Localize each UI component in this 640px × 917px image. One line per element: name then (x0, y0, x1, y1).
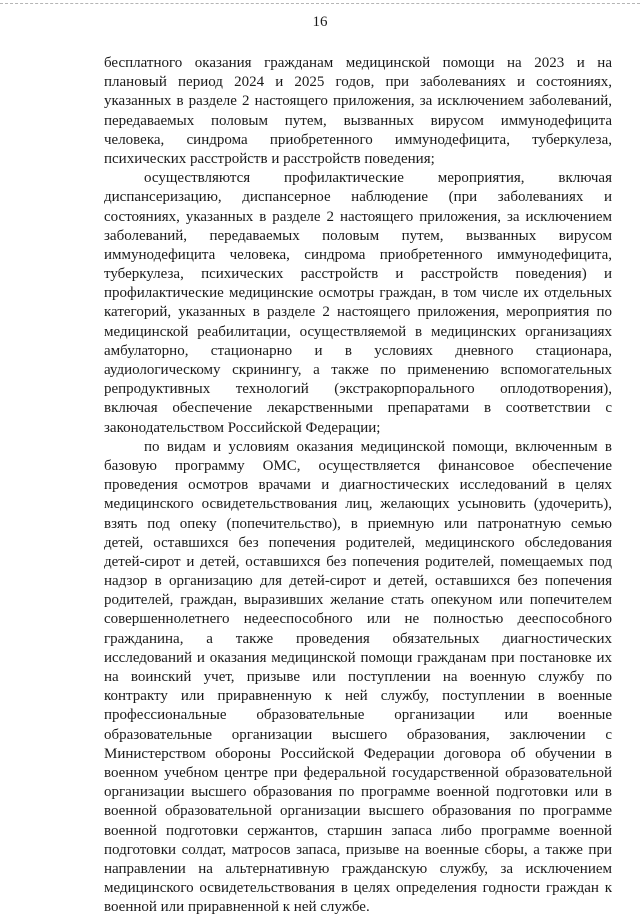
text-line: психических расстройств и расстройств поведения; (104, 150, 435, 167)
text-line: военной или приравненной к ней службе. (104, 899, 370, 916)
text-line: заболеваний, передаваемых половым путем, вызванных вирусом (104, 227, 612, 244)
text-line: туберкулеза, психических расстройств и расстройств поведения) и (104, 266, 612, 283)
text-line: образовательные организации высшего образования, заключении с (104, 726, 612, 743)
text-line: военном учебном центре при федеральной государственной образовательной (104, 764, 612, 781)
text-line: амбулаторно, стационарно и в условиях дневного стационара, (104, 342, 612, 359)
text-line: детей-сирот и детей, оставшихся без попечения родителей, помещаемых под (104, 553, 612, 570)
text-line: базовую программу ОМС, осуществляется финансовое обеспечение (104, 457, 612, 474)
text-line: на воинский учет, призыве или поступлении на военную службу по (104, 669, 612, 685)
text-line: родителей, граждан, выразивших желание стать опекуном или попечителем (104, 592, 612, 609)
text-line: детей, оставшихся без попечения родителей, медицинского обследования (104, 534, 612, 551)
text-line: Министерством обороны Российской Федерации договора об обучении в (104, 745, 612, 762)
text-line: проведения осмотров врачами и диагностических исследований в целях (104, 477, 612, 494)
text-line: военной образовательной организации высшего образования по программе (104, 803, 612, 820)
text-line: направлении на альтернативную гражданскую службу, за исключением (104, 860, 612, 877)
text-line: бесплатного оказания гражданам медицинской помощи на 2023 и на (104, 55, 612, 71)
text-line: медицинской реабилитации, осуществляемой в медицинских организациях (104, 323, 612, 340)
text-line: человека, синдрома приобретенного иммунодефицита, туберкулеза, (104, 131, 612, 148)
text-line: состояниях, указанных в разделе 2 настоящего приложения, за исключением (104, 208, 612, 225)
text-line: осуществляются профилактические мероприятия, включая (144, 170, 612, 187)
text-line: передаваемых половым путем, вызванных вирусом иммунодефицита (104, 112, 612, 129)
text-line: репродуктивных технологий (экстракорпорального оплодотворения), (104, 381, 612, 398)
text-line: взять под опеку (попечительство), в приемную или патронатную семью (104, 515, 612, 532)
text-line: организации высшего образования по программе военной подготовки или в (104, 784, 612, 801)
text-line: иммунодефицита человека, синдрома приобретенного иммунодефицита, (104, 246, 612, 263)
text-line: надзор в организацию для детей-сирот и детей, оставшихся без попечения (104, 573, 612, 590)
text-line: диспансеризацию, диспансерное наблюдение (при заболеваниях и (104, 189, 612, 206)
text-line: аудиологическому скринингу, а также по применению вспомогательных (104, 362, 612, 378)
page-number: 16 (312, 14, 328, 30)
text-line: исследований и оказания медицинской помощи гражданам при постановке их (104, 649, 612, 666)
scan-top-edge (0, 3, 640, 4)
text-line: законодательством Российской Федерации; (104, 419, 381, 436)
text-line: категорий, указанных в разделе 2 настоящего приложения, мероприятия по (104, 304, 612, 321)
text-line: контракту или приравненную к ней службу, поступлении в военные (104, 688, 612, 705)
text-line: медицинского освидетельствования лиц, желающих усыновить (удочерить), (104, 496, 612, 513)
text-line: плановый период 2024 и 2025 годов, при заболеваниях и состояниях, (104, 74, 612, 91)
text-line: медицинского освидетельствования в целях определения годности граждан к (104, 880, 612, 897)
text-line: по видам и условиям оказания медицинской помощи, включенным в (144, 438, 612, 455)
text-line: подготовки солдат, матросов запаса, призыве на военные сборы, а также при (104, 841, 612, 858)
text-line: включая обеспечение лекарственными препаратами в соответствии с (104, 400, 612, 417)
text-line: профилактические медицинские осмотры граждан, в том числе их отдельных (104, 285, 612, 302)
text-line: военной подготовки сержантов, старшин запаса либо программе военной (104, 822, 612, 839)
document-body (104, 54, 612, 917)
text-line: совершеннолетнего недееспособного или не полностью дееспособного (104, 611, 612, 628)
text-line: указанных в разделе 2 настоящего приложения, за исключением заболеваний, (104, 93, 612, 110)
text-line: гражданина, а также проведения обязательных диагностических (104, 630, 612, 647)
text-line: профессиональные образовательные организации или военные (104, 707, 612, 724)
